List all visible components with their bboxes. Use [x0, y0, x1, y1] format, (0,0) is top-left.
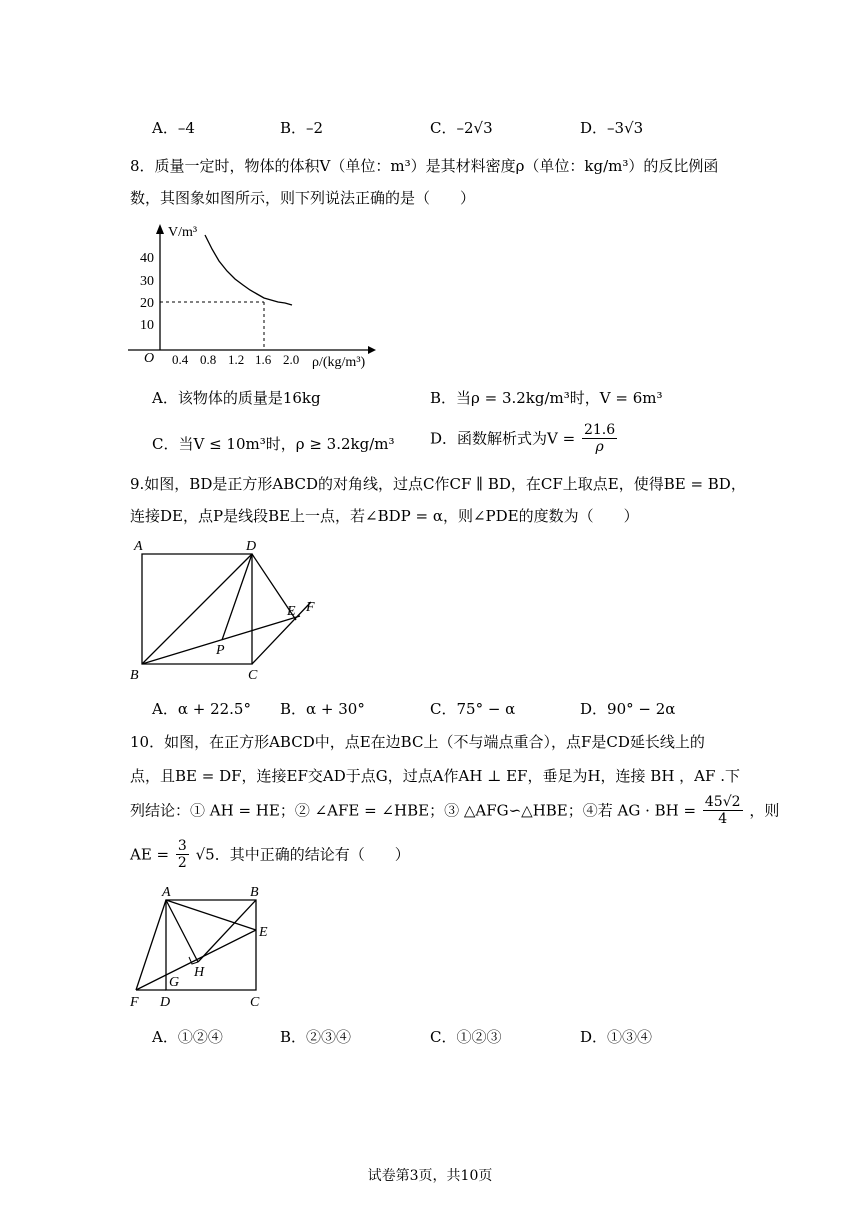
q8-option-c: C．当V ≤ 10m³时，ρ ≥ 3.2kg/m³ — [152, 435, 395, 453]
q8-option-d-numerator: 21.6 — [583, 422, 616, 438]
q10-label-b: B — [250, 885, 259, 900]
q10-label-a: A — [162, 885, 171, 900]
q9-label-e: E — [287, 604, 296, 619]
q10-option-c: C．①②③ — [430, 1028, 502, 1046]
q10-line-bh — [198, 900, 256, 962]
q8-y-label: V/m³ — [168, 225, 198, 240]
q7-option-d: D．–3√3 — [580, 119, 644, 137]
q7-option-b: B．–2 — [280, 119, 324, 137]
q10-line4-numerator: 3 — [177, 838, 187, 854]
q10-stem-line3 — [130, 794, 779, 827]
q8-option-d-denominator: ρ — [595, 439, 604, 455]
q10-line3-text: 列结论：① AH = HE；② ∠AFE = ∠HBE；③ △AFG∽△HBE；④若 AG · BH = — [130, 801, 697, 820]
q10-line3-tail: ，则 — [749, 801, 780, 820]
q9-option-c: C．75° − α — [430, 700, 516, 718]
q10-label-f: F — [130, 995, 139, 1010]
q8-y-arrow — [156, 224, 164, 234]
q10-line4-tail: √5．其中正确的结论有（ ） — [195, 845, 410, 864]
q10-line4-fraction — [176, 838, 189, 871]
q9-label-b: B — [130, 668, 139, 683]
q9-label-d: D — [246, 539, 257, 554]
q10-label-c: C — [250, 995, 260, 1010]
q9-label-f: F — [306, 600, 315, 615]
q8-option-d — [430, 422, 619, 455]
q8-hyperbola — [205, 236, 292, 304]
q10-stem-line2: 点，且BE = DF，连接EF交AD于点G，过点A作AH ⊥ EF，垂足为H，连接 BH ，AF .下 — [130, 767, 740, 785]
q9-stem-line1: 9.如图，BD是正方形ABCD的对角线，过点C作CF ∥ BD，在CF上取点E，使得BE = BD， — [130, 475, 746, 493]
q8-inverse-curve — [205, 235, 293, 305]
q10-option-d: D．①③④ — [580, 1028, 653, 1046]
q10-stem-line4 — [130, 838, 410, 871]
q8-stem-line2: 数，其图象如图所示，则下列说法正确的是（ ） — [130, 189, 476, 207]
page-footer: 试卷第3页，共10页 — [367, 1168, 493, 1184]
q8-option-a: A．该物体的质量是16kg — [152, 389, 321, 407]
q9-line-cf — [252, 602, 311, 664]
q8-option-b: B．当ρ = 3.2kg/m³时，V = 6m³ — [430, 389, 663, 407]
q8-y-tick-10: 10 — [140, 318, 154, 333]
q8-x-arrow — [368, 346, 376, 354]
q8-graph — [128, 222, 388, 370]
q8-x-label: ρ/(kg/m³) — [312, 355, 366, 370]
q8-option-d-prefix: D．函数解析式为V = — [430, 429, 576, 448]
q10-option-b: B．②③④ — [280, 1028, 352, 1046]
q9-option-a: A．α + 22.5° — [152, 700, 251, 718]
q7-option-a: A．–4 — [152, 119, 195, 137]
q8-function-curve — [205, 235, 292, 305]
q7-option-c: C．–2√3 — [430, 119, 493, 137]
q10-line3-fraction — [703, 794, 743, 827]
q10-figure — [126, 880, 286, 1012]
q9-figure — [126, 536, 326, 684]
q10-label-h: H — [194, 965, 205, 980]
q10-stem-line1: 10．如图，在正方形ABCD中，点E在边BC上（不与端点重合），点F是CD延长线上的 — [130, 733, 705, 751]
q8-option-d-fraction — [582, 422, 617, 455]
q9-stem-line2: 连接DE，点P是线段BE上一点，若∠BDP = α，则∠PDE的度数为（ ） — [130, 507, 639, 525]
q8-x-tick-1.2: 1.2 — [228, 352, 245, 367]
q10-line4-text: AE = — [130, 845, 170, 864]
q10-line-fe — [136, 930, 256, 990]
q9-label-c: C — [248, 668, 258, 683]
q8-x-tick-1.6: 1.6 — [255, 352, 272, 367]
q10-line3-denominator: 4 — [718, 811, 728, 827]
q8-y-tick-40: 40 — [140, 251, 154, 266]
q8-y-tick-30: 30 — [140, 274, 154, 289]
q8-stem-line1: 8．质量一定时，物体的体积V（单位：m³）是其材料密度ρ（单位：kg/m³）的反比例函 — [130, 157, 719, 175]
q9-line-dp — [222, 554, 252, 640]
q8-origin: O — [144, 351, 155, 366]
q10-option-a: A．①②④ — [152, 1028, 223, 1046]
q9-label-p: P — [216, 643, 225, 658]
q10-line-af — [136, 900, 166, 990]
q9-option-d: D．90° − 2α — [580, 700, 676, 718]
q10-label-g: G — [169, 975, 180, 990]
q10-label-d: D — [160, 995, 171, 1010]
q9-option-b: B．α + 30° — [280, 700, 365, 718]
q8-curve — [204, 236, 300, 304]
q8-x-tick-2.0: 2.0 — [283, 352, 300, 367]
q8-y-tick-20: 20 — [140, 296, 154, 311]
q10-label-e: E — [259, 925, 268, 940]
q8-x-tick-0.4: 0.4 — [172, 352, 189, 367]
q10-line4-denominator: 2 — [177, 855, 187, 871]
q8-x-tick-0.8: 0.8 — [200, 352, 217, 367]
q10-line3-numerator: 45√2 — [704, 794, 741, 810]
q9-label-a: A — [134, 539, 143, 554]
